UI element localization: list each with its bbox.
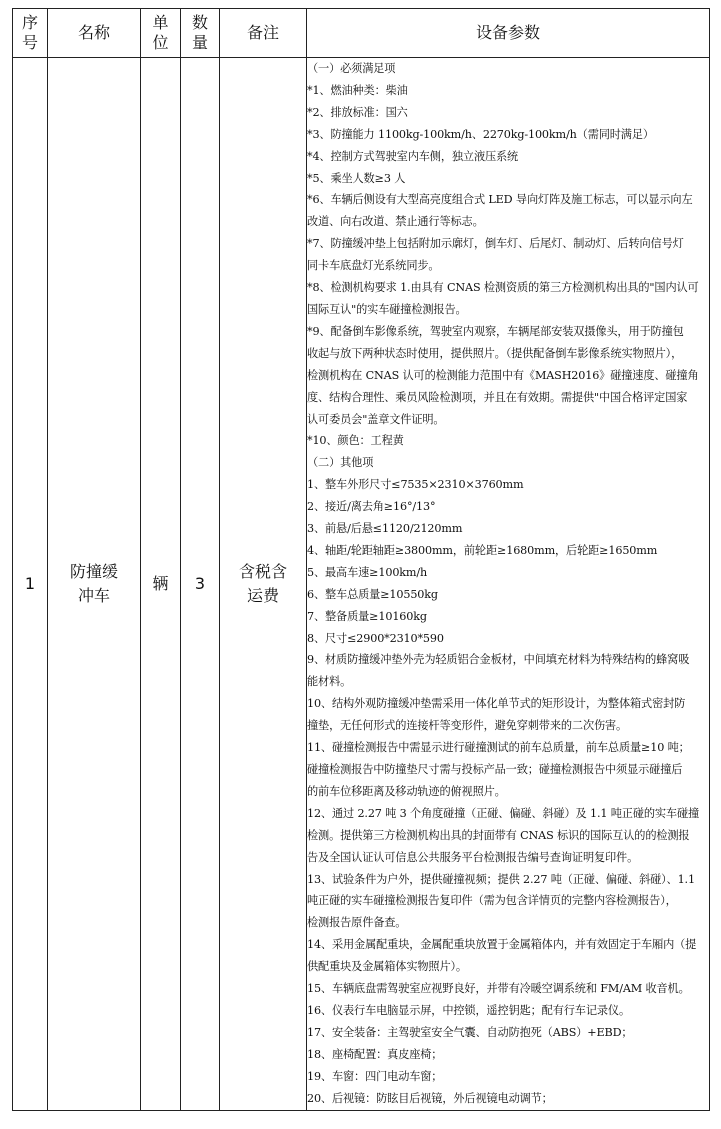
- header-qty-line2: 量: [191, 33, 208, 52]
- param-line: *4、控制方式驾驶室内车侧，独立液压系统: [307, 149, 519, 163]
- param-line: 的前车位移距离及移动轨迹的俯视照片。: [307, 784, 506, 798]
- header-qty: [181, 9, 220, 58]
- param-line: 检测机构在 CNAS 认可的检测能力范围中有《MASH2016》碰撞速度、碰撞角: [307, 368, 699, 382]
- param-line: 8、尺寸≤2900*2310*590: [307, 631, 444, 645]
- param-line: 碰撞检测报告中防撞垫尺寸需与投标产品一致；碰撞检测报告中须显示碰撞后: [307, 763, 683, 776]
- param-line: 1、整车外形尺寸≤7535×2310×3760mm: [307, 478, 524, 492]
- param-line: 国际互认"的实车碰撞检测报告。: [307, 302, 467, 316]
- param-line: 15、车辆底盘需驾驶室应视野良好，并带有冷暖空调系统和 FM/AM 收音机。: [307, 982, 690, 996]
- cell-name: [48, 58, 141, 1111]
- param-line: 13、试验条件为户外，提供碰撞视频；提供 2.27 吨（正碰、偏碰、斜碰）、1.1: [307, 872, 695, 886]
- param-line: 度、结构合理性、乘员风险检测项，并且在有效期。需提供"中国合格评定国家: [307, 390, 688, 404]
- param-line: 检测。提供第三方检测机构出具的封面带有 CNAS 标识的国际互认的的检测报: [307, 828, 690, 842]
- param-line: *1、燃油种类：柴油: [307, 83, 408, 97]
- param-line: *10、颜色：工程黄: [307, 434, 404, 448]
- param-line: 收起与放下两种状态时使用，提供照片。（提供配备倒车影像系统实物照片），: [307, 346, 683, 360]
- param-line: 4、轴距/轮距轴距≥3800mm，前轮距≥1680mm，后轮距≥1650mm: [307, 543, 658, 557]
- param-line: 16、仪表行车电脑显示屏，中控锁，遥控钥匙；配有行车记录仪。: [307, 1003, 630, 1017]
- params-list: [307, 58, 709, 1110]
- cell-name-line2: 冲车: [77, 585, 110, 605]
- header-unit-line2: 位: [152, 33, 169, 52]
- header-row: [13, 9, 710, 58]
- param-line: 告及全国认证认可信息公共服务平台检测报告编号查询证明复印件。: [307, 850, 639, 864]
- param-line: *9、配备倒车影像系统，驾驶室内观察，车辆尾部安装双摄像头，用于防撞包: [307, 324, 684, 338]
- param-line: 9、材质防撞缓冲垫外壳为轻质铝合金板材，中间填充材料为特殊结构的蜂窝吸: [307, 653, 690, 667]
- cell-qty: 3: [181, 58, 220, 1111]
- header-seq-line2: 号: [21, 33, 38, 52]
- param-line: *2、排放标准：国六: [307, 105, 408, 119]
- param-line: 18、座椅配置：真皮座椅；: [307, 1047, 443, 1061]
- header-name: 名称: [48, 9, 141, 58]
- table-row: [13, 58, 710, 1111]
- param-line: 检测报告原件备查。: [307, 916, 407, 930]
- param-line: 17、安全装备：主驾驶室安全气囊、自动防抱死（ABS）+EBD；: [307, 1025, 633, 1039]
- param-line: *7、防撞缓冲垫上包括附加示廓灯，倒车灯、后尾灯、制动灯、后转向信号灯: [307, 237, 684, 251]
- header-unit-line1: 单: [152, 13, 169, 32]
- param-line: *5、乘坐人数≥3 人: [307, 171, 406, 185]
- param-line: 19、车窗：四门电动车窗；: [307, 1069, 443, 1083]
- cell-remark: [220, 58, 307, 1111]
- param-line: *3、防撞能力 1100kg-100km/h、2270kg-100km/h（需同时满足）: [307, 127, 654, 141]
- param-line: 14、采用金属配重块，金属配重块放置于金属箱体内，并有效固定于车厢内（提: [307, 938, 697, 952]
- param-line: 供配重块及金属箱体实物照片）。: [307, 960, 467, 974]
- param-line: 撞垫，无任何形式的连接杆等变形件，避免穿刺带来的二次伤害。: [307, 719, 628, 733]
- param-line: 2、接近/离去角≥16°/13°: [307, 500, 436, 514]
- param-line: 6、整车总质量≥10550kg: [307, 587, 438, 601]
- param-line: 5、最高车速≥100km/h: [307, 565, 428, 579]
- header-remark: 备注: [220, 9, 307, 58]
- param-line: （二）其他项: [307, 456, 374, 470]
- param-line: 吨正碰的实车碰撞检测报告复印件（需为包含详情页的完整内容检测报告），: [307, 894, 677, 908]
- cell-remark-line1: 含税含: [238, 561, 287, 581]
- param-line: （一）必须满足项: [307, 62, 396, 75]
- param-line: *6、车辆后侧设有大型高亮度组合式 LED 导向灯阵及施工标志，可以显示向左: [307, 193, 693, 207]
- cell-remark-line2: 运费: [246, 585, 279, 605]
- header-qty-line1: 数: [191, 13, 208, 32]
- param-line: 20、后视镜：防眩目后视镜，外后视镜电动调节；: [307, 1091, 553, 1105]
- param-line: 改道、向右改道、禁止通行等标志。: [307, 215, 484, 229]
- param-line: 同卡车底盘灯光系统同步。: [307, 259, 440, 273]
- cell-params: [307, 58, 710, 1111]
- header-params: 设备参数: [307, 9, 710, 58]
- header-seq: [13, 9, 48, 58]
- cell-seq: 1: [13, 58, 48, 1111]
- param-line: 11、碰撞检测报告中需显示进行碰撞测试的前车总质量，前车总质量≥10 吨；: [307, 741, 690, 755]
- cell-unit: 辆: [141, 58, 181, 1111]
- equipment-spec-table: [12, 8, 710, 1111]
- header-unit: [141, 9, 181, 58]
- param-line: 3、前悬/后悬≤1120/2120mm: [307, 522, 463, 536]
- param-line: 10、结构外观防撞缓冲垫需采用一体化单节式的矩形设计，为整体箱式密封防: [307, 697, 686, 711]
- param-line: 12、通过 2.27 吨 3 个角度碰撞（正碰、偏碰、斜碰）及 1.1 吨正碰的实车碰撞: [307, 806, 700, 820]
- param-line: 能材料。: [307, 675, 352, 689]
- param-line: 7、整备质量≥10160kg: [307, 609, 427, 623]
- cell-name-line1: 防撞缓: [69, 561, 118, 581]
- param-line: *8、检测机构要求 1.由具有 CNAS 检测资质的第三方检测机构出具的"国内认可: [307, 281, 699, 295]
- param-line: 认可委员会"盖章文件证明。: [307, 412, 445, 426]
- header-seq-line1: 序: [21, 13, 38, 32]
